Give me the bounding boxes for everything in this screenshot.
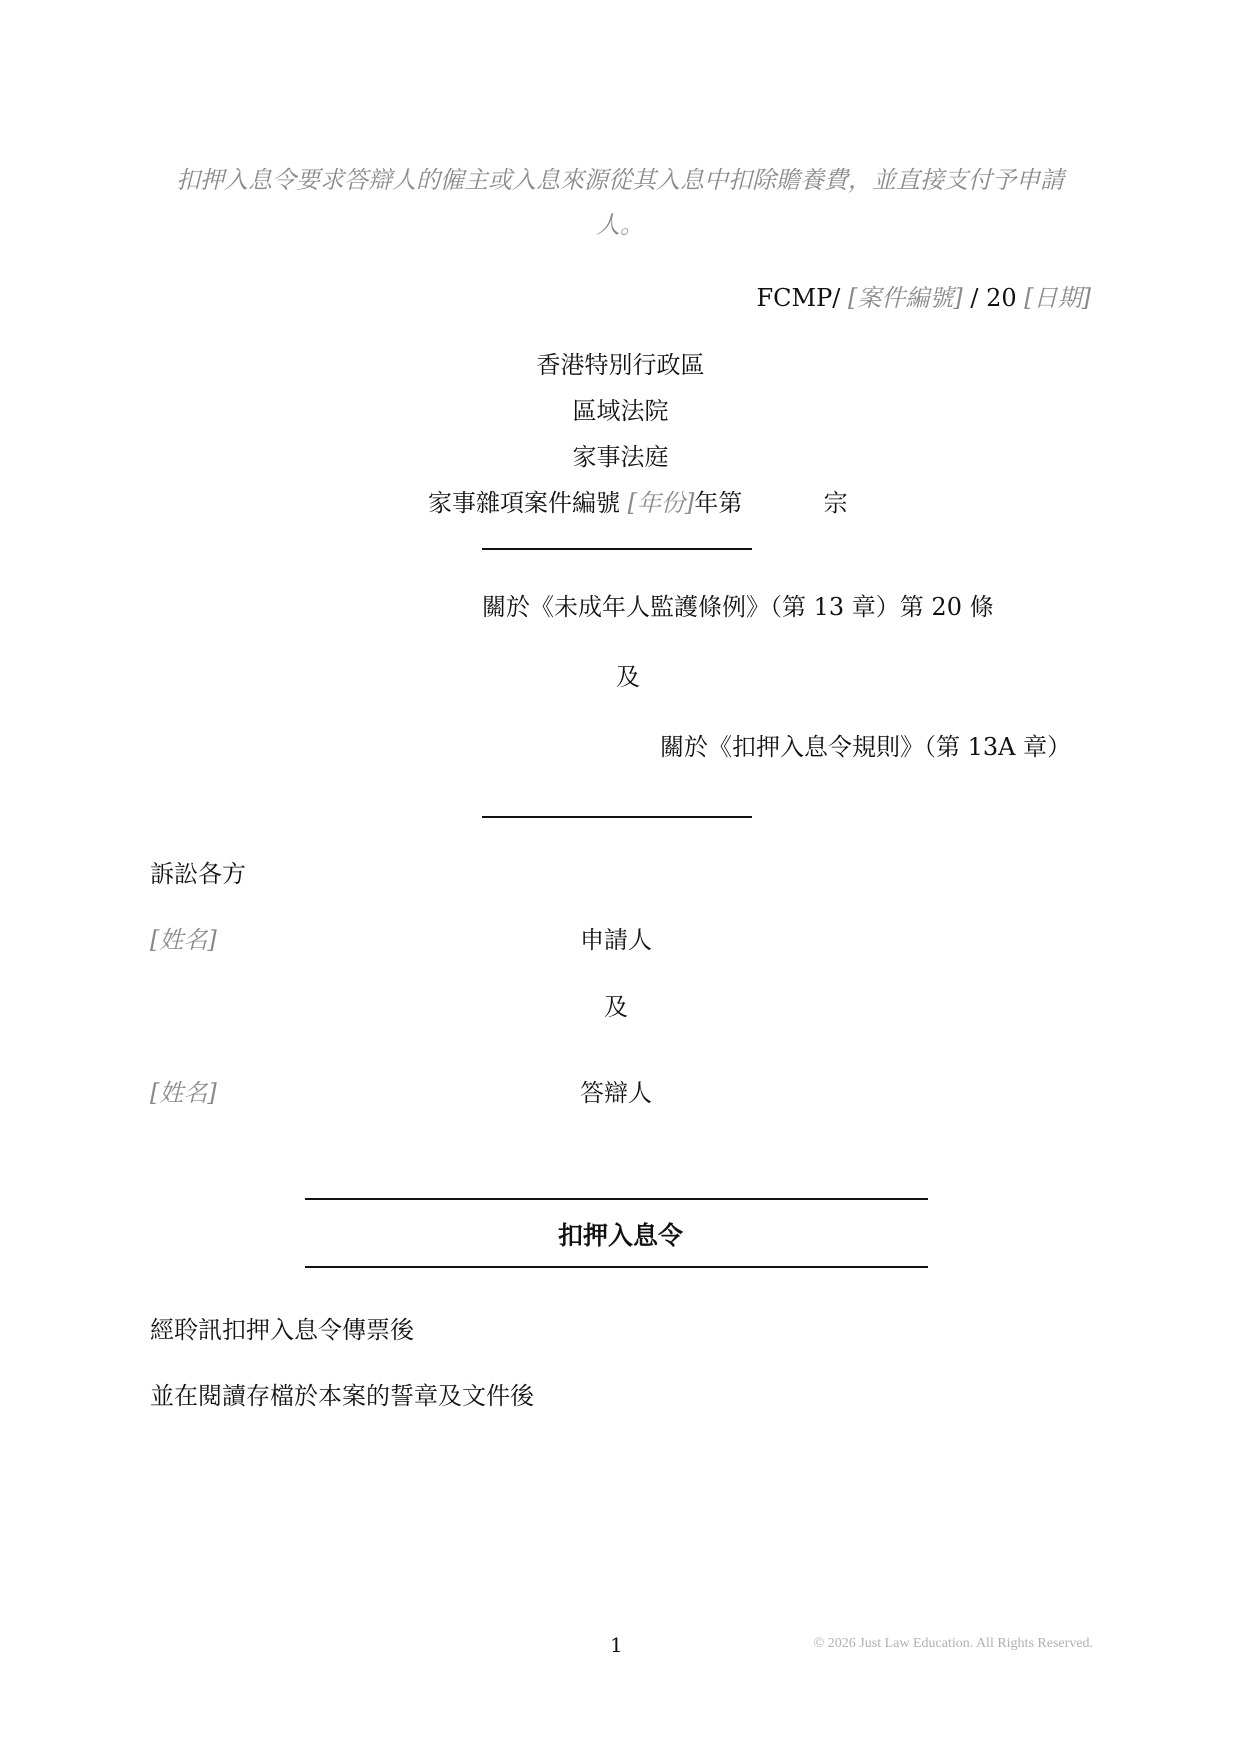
case-number: [757, 278, 1091, 313]
parties-conjunction: 及: [604, 993, 628, 1021]
divider-2: [482, 816, 752, 818]
matter-ordinance: 關於《未成年人監護條例》（第 13 章）第 20 條: [482, 593, 994, 621]
explanatory-note-line-2: 人。: [596, 211, 644, 239]
applicant-name-placeholder: [姓名]: [150, 926, 217, 954]
divider-1: [482, 548, 752, 550]
applicant-role: 申請人: [580, 926, 652, 954]
body-line-1: 經聆訊扣押入息令傳票後: [150, 1316, 414, 1344]
respondent-role: 答辯人: [580, 1079, 652, 1107]
title-rule-top: [305, 1198, 928, 1200]
explanatory-note: [150, 158, 1090, 248]
case-number-year-prefix: / 20: [970, 284, 1017, 312]
matter-conjunction: 及: [616, 663, 640, 691]
year-placeholder: [年份]: [627, 489, 695, 517]
case-number-prefix: FCMP/: [756, 284, 841, 312]
copyright-notice: © 2026 Just Law Education. All Rights Reserved.: [813, 1636, 1093, 1651]
order-title: 扣押入息令: [557, 1221, 683, 1250]
page-number: 1: [610, 1633, 623, 1657]
explanatory-note-line-1: 扣押入息令要求答辯人的僱主或入息來源從其入息中扣除贍養費，並直接支付予申請: [176, 166, 1064, 194]
court-case-number: 家事雜項案件編號 [年份]年第 宗: [428, 489, 848, 517]
case-number-placeholder: [案件編號]: [847, 284, 963, 312]
body-line-2: 並在閱讀存檔於本案的誓章及文件後: [150, 1382, 534, 1410]
court-region: 香港特別行政區: [536, 351, 705, 379]
court-division: 家事法庭: [572, 443, 669, 471]
title-rule-bottom: [305, 1266, 928, 1268]
matter-rules: 關於《扣押入息令規則》（第 13A 章）: [660, 733, 1072, 761]
parties-heading: 訴訟各方: [150, 860, 246, 888]
case-date-placeholder: [日期]: [1024, 284, 1091, 312]
court-name: 區域法院: [572, 397, 669, 425]
respondent-name-placeholder: [姓名]: [150, 1079, 217, 1107]
